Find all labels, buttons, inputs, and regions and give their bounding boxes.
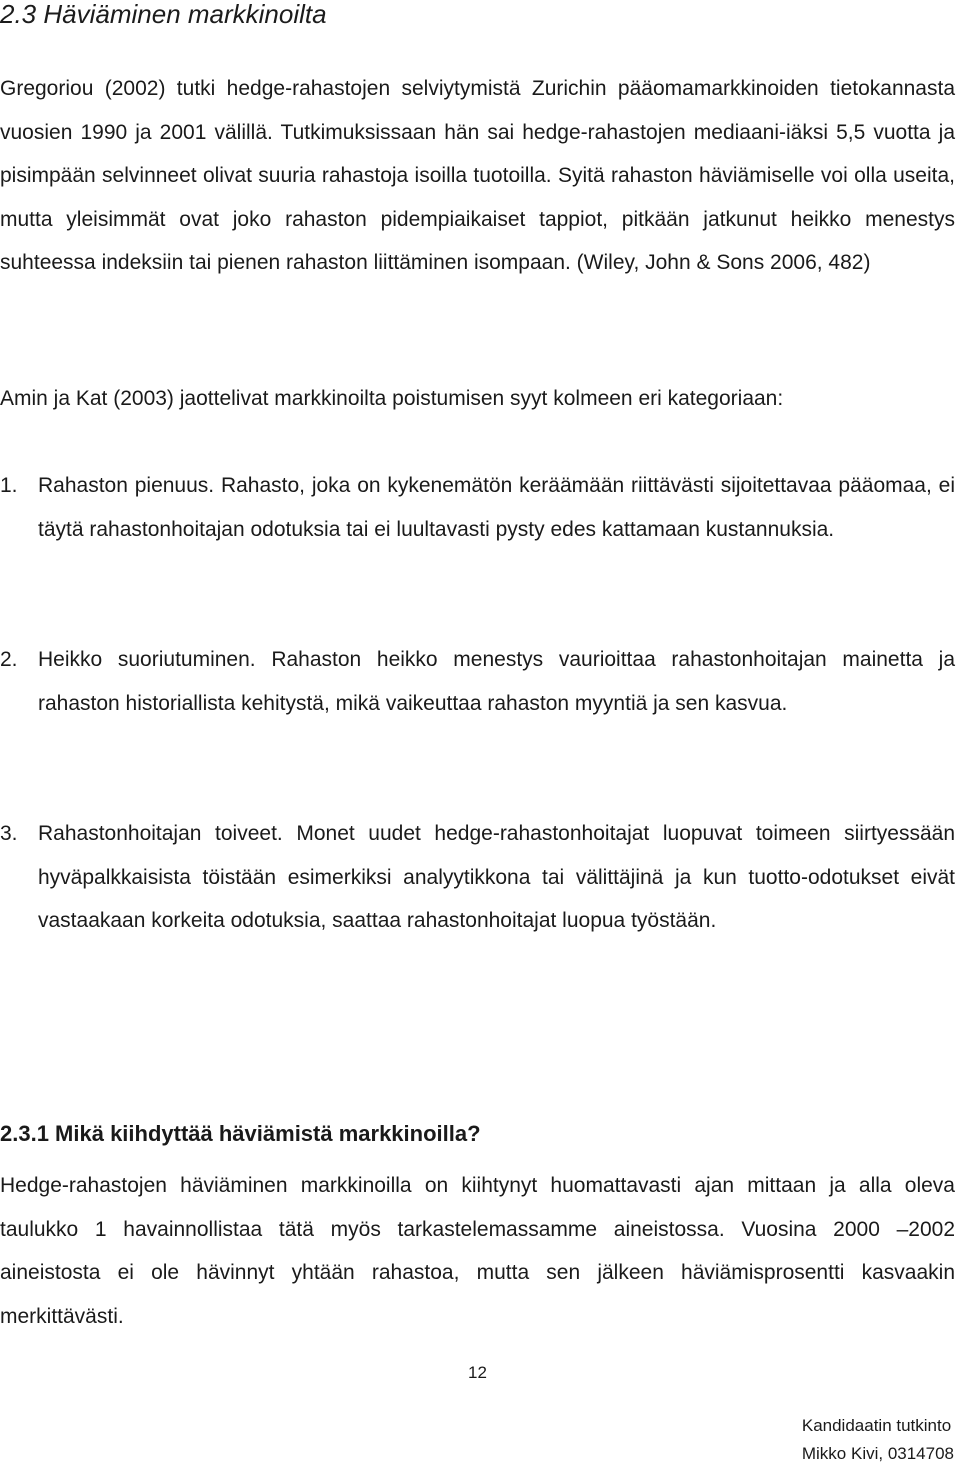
list-item-number: 3. [0, 822, 18, 845]
section-heading: 2.3 Häviäminen markkinoilta [0, 0, 327, 29]
list-item-manager-wishes [0, 812, 955, 943]
subsection-heading: 2.3.1 Mikä kiihdyttää häviämistä markkinoilla? [0, 1121, 481, 1146]
list-item-poor-performance [0, 638, 955, 725]
footer-degree: Kandidaatin tutkinto [801, 1416, 952, 1435]
list-item-text: Rahaston pienuus. Rahasto, joka on kykenemätön keräämään riittävästi sijoitettavaa pääomaa, ei täytä rahastonhoitajan odotuksia tai ei luultavasti pysty edes kattamaan kustannuksia. [38, 474, 955, 541]
paragraph-categories-intro: Amin ja Kat (2003) jaottelivat markkinoilta poistumisen syyt kolmeen eri kategoriaan: [0, 387, 784, 410]
footer-author: Mikko Kivi, 0314708 [801, 1444, 954, 1463]
list-item-small-size [0, 464, 955, 551]
footer [802, 1412, 954, 1468]
paragraph-acceleration: Hedge-rahastojen häviäminen markkinoilla on kiihtynyt huomattavasti ajan mittaan ja alla oleva taulukko 1 havainnollistaa tätä myös tarkastelemassamme aineistossa. Vuosina 2000 –2002 aineistosta ei ole hävinnyt yhtään rahastoa, mutta sen jälkeen häviämisprosentti kasvaakin merkittävästi. [0, 1174, 955, 1328]
list-item-text: Rahastonhoitajan toiveet. Monet uudet hedge-rahastonhoitajat luopuvat toimeen siirtyessään hyväpalkkaisista töistään esimerkiksi analyytikkona tai välittäjinä ja kun tuotto-odotukset eivät vastaakaan korkeita odotuksia, saattaa rahastonhoitajat luopua työstään. [38, 822, 955, 932]
list-item-number: 1. [0, 474, 18, 497]
list-item-text: Heikko suoriutuminen. Rahaston heikko menestys vaurioittaa rahastonhoitajan mainetta ja rahaston historiallista kehitystä, mikä vaikeuttaa rahaston myyntiä ja sen kasvua. [38, 648, 955, 715]
paragraph-survival-study: Gregoriou (2002) tutki hedge-rahastojen selviytymistä Zurichin pääomamarkkinoiden tietokannasta vuosien 1990 ja 2001 välillä. Tutkimuksissaan hän sai hedge-rahastojen mediaani-iäksi 5,5 vuotta ja pisimpään selvinneet olivat suuria rahastoja isoilla tuotoilla. Syitä rahaston häviämiselle voi olla useita, mutta yleisimmät ovat joko rahaston pidempiaikaiset tappiot, pitkään jatkunut heikko menestys suhteessa indeksiin tai pienen rahaston liittäminen isompaan. (Wiley, John & Sons 2006, 482) [0, 77, 955, 274]
page-number: 12 [468, 1363, 487, 1382]
list-item-number: 2. [0, 648, 18, 671]
